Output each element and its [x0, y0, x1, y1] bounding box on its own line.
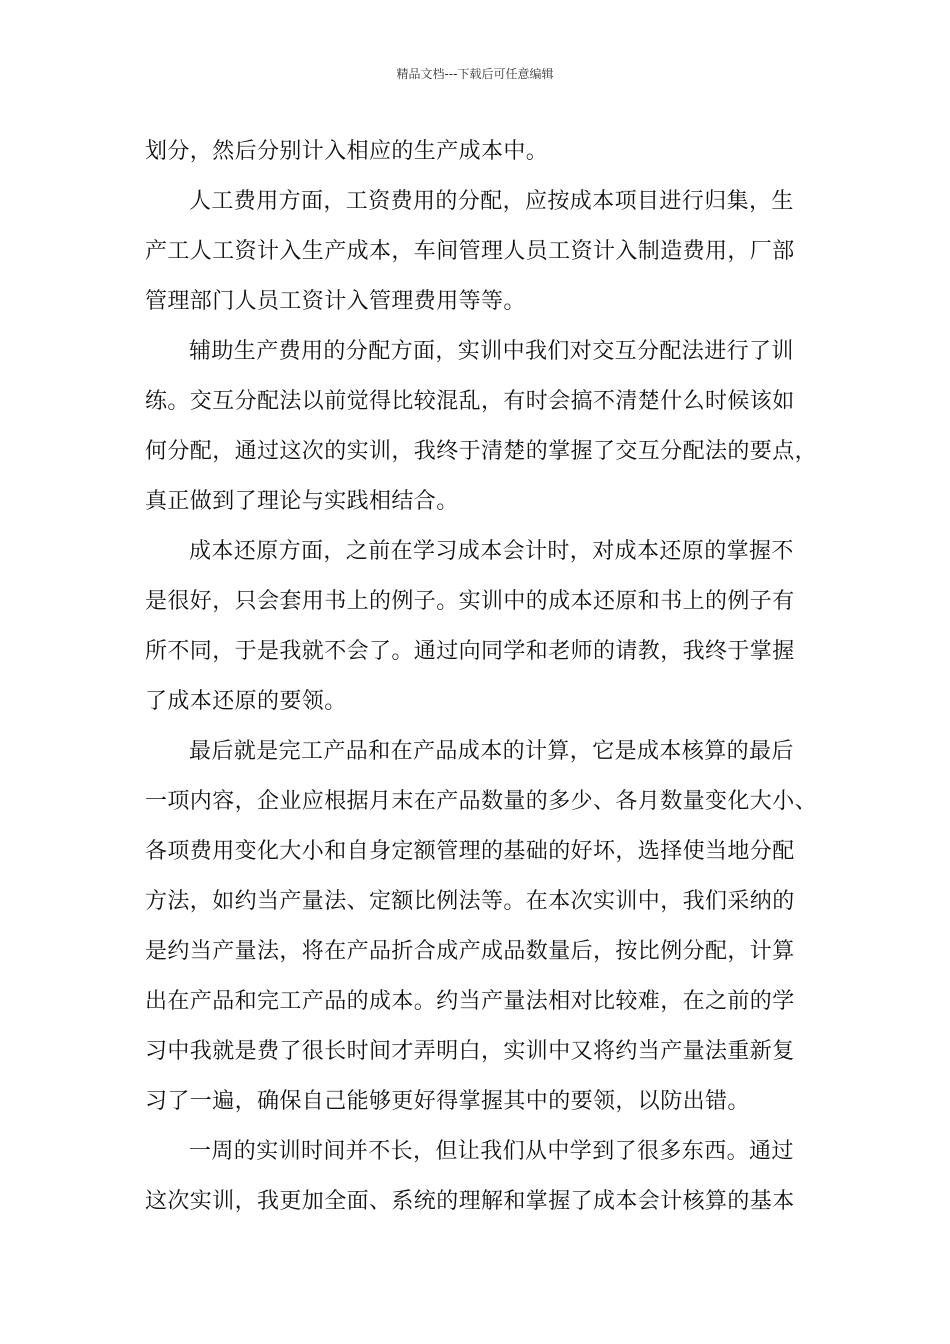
text-line: 是约当产量法，将在产品折合成产成品数量后，按比例分配，计算 [145, 939, 795, 964]
paragraph-first-line: 辅助生产费用的分配方面，实训中我们对交互分配法进行了训 [189, 339, 794, 364]
text-line: 一项内容，企业应根据月末在产品数量的多少、各月数量变化大小、 [145, 789, 818, 814]
text-line: 产工人工资计入生产成本，车间管理人员工资计入制造费用，厂部 [145, 239, 795, 264]
text-line: 方法，如约当产量法、定额比例法等。在本次实训中，我们采纳的 [145, 889, 795, 914]
text-line: 管理部门人员工资计入管理费用等等。 [145, 289, 526, 314]
paragraph-first-line: 一周的实训时间并不长，但让我们从中学到了很多东西。通过 [189, 1139, 794, 1164]
document-body [145, 127, 818, 1227]
text-line: 划分，然后分别计入相应的生产成本中。 [145, 139, 549, 164]
text-line: 是很好，只会套用书上的例子。实训中的成本还原和书上的例子有 [145, 589, 795, 614]
text-line: 何分配，通过这次的实训，我终于清楚的掌握了交互分配法的要点， [145, 439, 818, 464]
text-line: 这次实训，我更加全面、系统的理解和掌握了成本会计核算的基本 [145, 1189, 795, 1214]
text-line: 练。交互分配法以前觉得比较混乱，有时会搞不清楚什么时候该如 [145, 389, 795, 414]
text-line: 出在产品和完工产品的成本。约当产量法相对比较难，在之前的学 [145, 989, 795, 1014]
text-line: 各项费用变化大小和自身定额管理的基础的好坏，选择使当地分配 [145, 839, 795, 864]
text-line: 真正做到了理论与实践相结合。 [145, 489, 459, 514]
text-line: 习了一遍，确保自己能够更好得掌握其中的要领，以防出错。 [145, 1089, 750, 1114]
text-line: 了成本还原的要领。 [145, 689, 347, 714]
text-line: 习中我就是费了很长时间才弄明白，实训中又将约当产量法重新复 [145, 1039, 795, 1064]
text-line: 所不同，于是我就不会了。通过向同学和老师的请教，我终于掌握 [145, 639, 795, 664]
page-header: 精品文档---下载后可任意编辑 [396, 67, 554, 81]
paragraph-first-line: 人工费用方面，工资费用的分配，应按成本项目进行归集，生 [189, 189, 794, 214]
paragraph-first-line: 最后就是完工产品和在产品成本的计算，它是成本核算的最后 [189, 739, 794, 764]
paragraph-first-line: 成本还原方面，之前在学习成本会计时，对成本还原的掌握不 [189, 539, 794, 564]
